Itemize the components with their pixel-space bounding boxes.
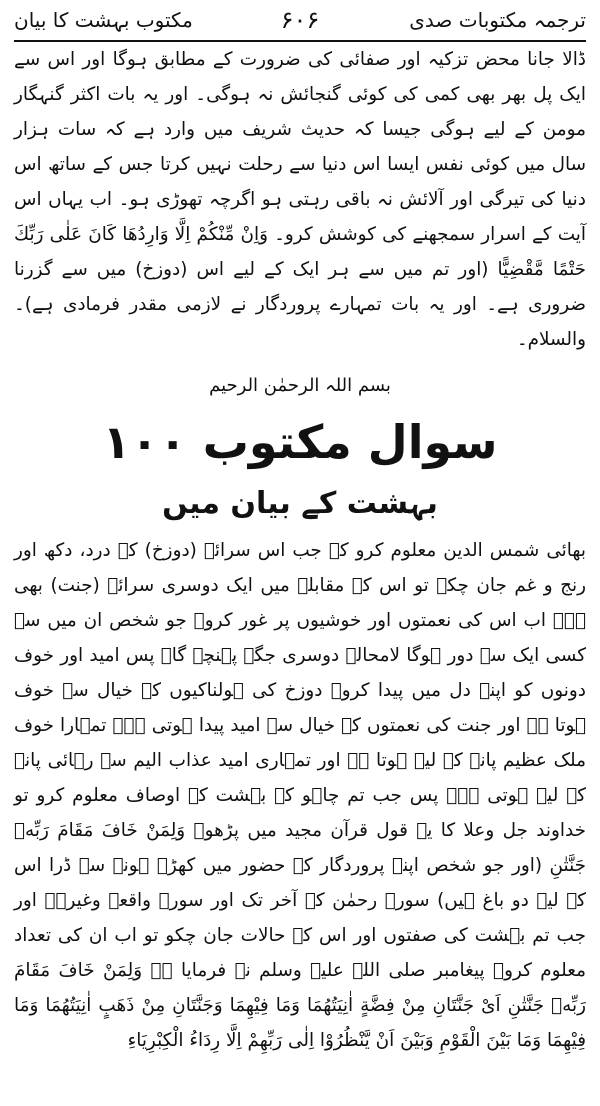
page-header — [14, 0, 586, 42]
intro-paragraph: ڈالا جانا محض تزکیہ اور صفائی کی ضرورت کے مطابق ہوگا اور اس سے ایک پل بھر بھی کمی کی کوئی گنجائش نہ ہوگی۔ اور یہ بات اکثر گنہگار مومن کے لیے ہوگی جیسا کہ حدیث شریف میں وارد ہے کہ سات ہزار سال میں کوئی نفس ایسا اس دنیا سے رحلت نہیں کرتا جس کے ساتھ اس دنیا کی تیرگی اور آلائش نہ باقی رہتی ہو اگرچہ تھوڑی ہو۔ اب یہاں اس آیت کے اسرار سمجھنے کی کوشش کرو۔ وَاِنْ مِّنْكُمْ اِلَّا وَارِدُهَا كَانَ عَلٰى رَبِّكَ حَتْمًا مَّقْضِيًّا (اور تم میں سے ہر ایک کے لیے اس (دوزخ) میں سے گزرنا ضروری ہے۔ اور یہ بات تمہارے پروردگار نے لازمی مقدر فرمادی ہے)۔ والسلام۔ — [14, 49, 586, 350]
letter-title: سوال مکتوب ۱۰۰ — [102, 415, 498, 469]
letter-subtitle: بہشت کے بیان میں — [162, 486, 438, 521]
body-paragraph: بھائی شمس الدین معلوم کرو کہ جب اس سرائے (دوزخ) کے درد، دکھ اور رنج و غم جان چکے تو اس کے مقابلے میں ایک دوسری سرائے (جنت) بھی ہے۔ اب اس کی نعمتوں اور خوشیوں پر غور کرو۔ جو شخص ان میں سے کسی ایک سے دور ہوگا لامحالہ دوسری جگہ پہنچے گا۔ پس امید اور خوف دونوں کو اپنے دل میں پیدا کرو۔ دوزخ کی ہولناکیوں کے خیال سے خوف ہوتا ہے اور جنت کی نعمتوں کے خیال سے امید پیدا ہوتی ہے۔ تمہارا خوف ملک عظیم پانے کے لیے ہوتا ہے اور تمہاری امید عذاب الیم سے رہائی پانے کے لیے ہوتی ہے۔ پس جب تم چاہو کہ بہشت کے اوصاف معلوم کرو تو خداوند جل وعلا کا یہ قول قرآن مجید میں پڑھو۔ وَلِمَنْ خَافَ مَقَامَ رَبِّهٖ جَنَّتٰنِ (اور جو شخص اپنے پروردگار کے حضور میں کھڑے ہونے سے ڈرا اس کے لیے دو باغ ہیں) سورۂ رحمٰن کے آخر تک اور سورۂ واقعہ وغیرہ۔ اور جب تم بہشت کی صفتوں اور اس کے حالات جان چکو تو اب ان کی تعداد معلوم کرو۔ پیغامبر صلی اللہ علیہ وسلم نے فرمایا ہے وَلِمَنْ خَافَ مَقَامَ رَبِّهٖ جَنَّتٰنِ اَیْ جَنَّتَانِ مِنْ فِضَّةٍ اٰنِيَتُهُمَا وَمَا فِيْهِمَا وَجَنَّتَانِ مِنْ ذَهَبٍ اٰنِيَتُهُمَا وَمَا فِيْهِمَا وَمَا بَيْنَ الْقَوْمِ وَبَيْنَ اَنْ يَّنْظُرُوْا اِلٰى رَبِّهِمْ اِلَّا رِدَاءُ الْكِبْرِيَاءِ — [14, 540, 586, 1051]
book-title: ترجمہ مکتوبات صدی — [409, 8, 586, 32]
bismillah: بسم اللہ الرحمٰن الرحیم — [209, 375, 391, 396]
chapter-title: مکتوب بہشت کا بیان — [14, 8, 193, 32]
page-number: ۶۰۶ — [280, 6, 320, 34]
